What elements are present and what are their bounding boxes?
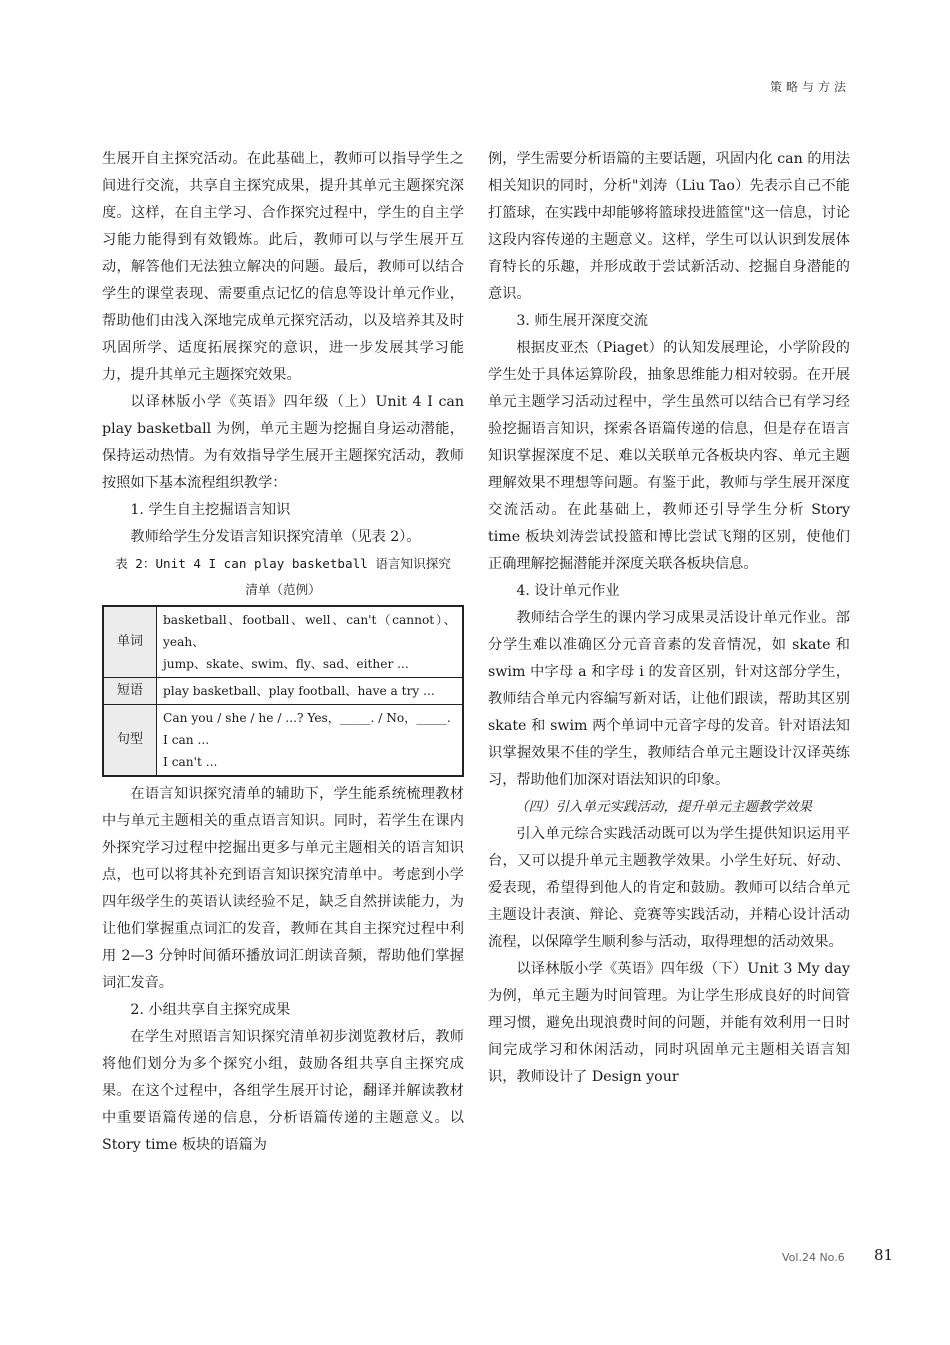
row-content-phrases	[157, 678, 464, 705]
row-label-phrases: 短语	[103, 678, 157, 705]
row-content-words	[157, 606, 464, 678]
section-heading-1: 1. 学生自主挖掘语言知识	[130, 502, 291, 518]
table-row-words	[103, 606, 463, 678]
right-paragraph-2: 根据皮亚杰（Piaget）的认知发展理论，小学阶段的学生处于具体运算阶段，抽象思维能力相对较弱。在开展单元主题学习活动过程中，学生虽然可以结合已有学习经验挖掘语言知识，探索各语篇传递的信息，但是存在语言知识掌握深度不足、难以关联单元各板块内容、单元主题理解效果不理想等问题。有鉴于此，教师与学生展开深度交流活动。在此基础上，教师还引导学生分析 Story time 板块刘涛尝试投篮和博比尝试飞翔的区别，使他们正确理解挖掘潜能并深度关联各板块信息。	[488, 340, 850, 572]
sentences-line-2: I can ...	[163, 733, 210, 747]
right-paragraph-1: 例，学生需要分析语篇的主要话题，巩固内化 can 的用法相关知识的同时，分析"刘涛（Liu Tao）先表示自己不能打篮球，在实践中却能够将篮球投进篮筐"这一信息，讨论这段内容传递的主题意义。这样，学生可以认识到发展体育特长的乐趣，并形成敢于尝试新活动、挖掘自身潜能的意识。	[488, 151, 850, 302]
table-caption-line-1: 表 2：Unit 4 I can play basketball 语言知识探究	[115, 556, 451, 571]
words-line-2: jump、skate、swim、fly、sad、either ...	[163, 657, 409, 671]
sentences-line-3: I can't ...	[163, 755, 218, 769]
section-heading-3: 3. 师生展开深度交流	[516, 313, 648, 329]
right-column	[488, 146, 850, 1091]
right-paragraph-4: 引入单元综合实践活动既可以为学生提供知识运用平台，又可以提升单元主题教学效果。小学生好玩、好动、爱表现，希望得到他人的肯定和鼓励。教师可以结合单元主题设计表演、辩论、竞赛等实践活动，并精心设计活动流程，以保障学生顺利参与活动，取得理想的活动效果。	[488, 826, 850, 950]
table-row-sentences	[103, 705, 463, 777]
table-caption-line-2: 清单（范例）	[245, 582, 321, 597]
sentences-line-1: Can you / she / he / ...? Yes，_____. / No，_____.	[163, 711, 451, 725]
left-paragraph-5: 在学生对照语言知识探究清单初步浏览教材后，教师将他们划分为多个探究小组，鼓励各组共享自主探究成果。在这个过程中，各组学生展开讨论，翻译并解读教材中重要语篇传递的信息，分析语篇传递的主题意义。以 Story time 板块的语篇为	[102, 1029, 464, 1153]
phrases-line-1: play basketball、play football、have a try ...	[163, 684, 435, 698]
left-paragraph-2: 以译林版小学《英语》四年级（上）Unit 4 I can play basketball 为例，单元主题为挖掘自身运动潜能，保持运动热情。为有效指导学生展开主题探究活动，教师按照如下基本流程组织教学：	[102, 394, 464, 491]
words-line-1: basketball、football、well、can't（cannot）、yeah、	[163, 613, 456, 649]
language-knowledge-table	[102, 605, 464, 777]
section-heading-4: 4. 设计单元作业	[516, 583, 620, 599]
left-paragraph-1: 生展开自主探究活动。在此基础上，教师可以指导学生之间进行交流，共享自主探究成果，提升其单元主题探究深度。这样，在自主学习、合作探究过程中，学生的自主学习能力能得到有效锻炼。此后，教师可以与学生展开互动，解答他们无法独立解决的问题。最后，教师可以结合学生的课堂表现、需要重点记忆的信息等设计单元作业，帮助他们由浅入深地完成单元探究活动，以及培养其及时巩固所学、适度拓展探究的意识，进一步发展其学习能力，提升其单元主题探究效果。	[102, 151, 464, 383]
right-paragraph-5: 以译林版小学《英语》四年级（下）Unit 3 My day 为例，单元主题为时间管理。为让学生形成良好的时间管理习惯，避免出现浪费时间的问题，并能有效利用一日时间完成学习和休闲活动，同时巩固单元主题相关语言知识，教师设计了 Design your	[488, 961, 850, 1085]
running-header: 策略与方法	[769, 80, 850, 94]
section-heading-2: 2. 小组共享自主探究成果	[130, 1002, 291, 1018]
row-label-sentences: 句型	[103, 705, 157, 777]
left-paragraph-3: 教师给学生分发语言知识探究清单（见表 2）。	[130, 529, 421, 545]
page-number: 81	[874, 1246, 894, 1264]
row-label-words: 单词	[103, 606, 157, 678]
section-heading-5: （四）引入单元实践活动，提升单元主题教学效果	[515, 799, 812, 815]
right-paragraph-3: 教师结合学生的课内学习成果灵活设计单元作业。部分学生难以准确区分元音音素的发音情况，如 skate 和 swim 中字母 a 和字母 i 的发音区别，针对这部分学生，教师结合单元内容编写新对话，让他们跟读，帮助其区别 skate 和 swim 两个单词中元音字母的发音。针对语法知识掌握效果不佳的学生，教师结合单元主题设计汉译英练习，帮助他们加深对语法知识的印象。	[488, 610, 850, 788]
row-content-sentences	[157, 705, 464, 777]
table-row-phrases	[103, 678, 463, 705]
volume-number: Vol.24 No.6	[782, 1251, 845, 1264]
left-paragraph-4: 在语言知识探究清单的辅助下，学生能系统梳理教材中与单元主题相关的重点语言知识。同时，若学生在课内外探究学习过程中挖掘出更多与单元主题相关的语言知识点，也可以将其补充到语言知识探究清单中。考虑到小学四年级学生的英语认读经验不足，缺乏自然拼读能力，为让他们掌握重点词汇的发音，教师在其自主探究过程中利用 2—3 分钟时间循环播放词汇朗读音频，帮助他们掌握词汇发音。	[102, 786, 464, 991]
left-column	[102, 146, 464, 1159]
